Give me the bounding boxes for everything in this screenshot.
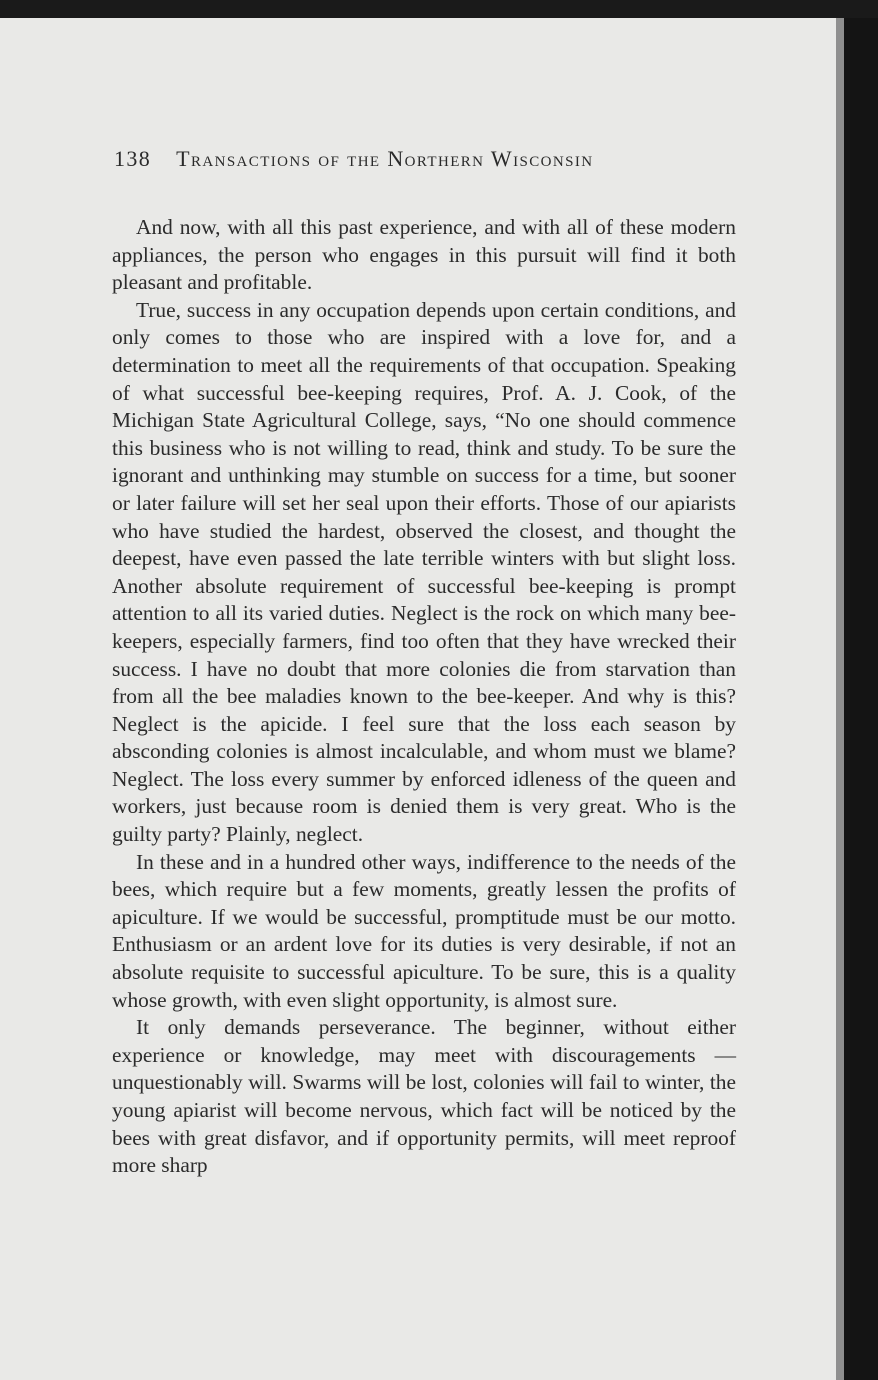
paragraph: It only demands perseverance. The beginner, without either experience or knowledge, may meet with discouragements — unquestionably will. Swarms will be lost, colonies will fail to winter, the young apiarist will become nervous, which fact will be noticed by the bees with great disfavor, and if opportunity permits, will meet reproof more sharp (112, 1015, 736, 1178)
running-header (114, 146, 736, 172)
running-title: Transactions of the Northern Wisconsin (176, 146, 594, 171)
paragraph: In these and in a hundred other ways, indifference to the needs of the bees, which require but a few moments, greatly lessen the profits of apiculture. If we would be successful, promptitude must be our motto. Enthusiasm or an ardent love for its duties is very desirable, if not an absolute requisite to successful apiculture. To be sure, this is a quality whose growth, with even slight opportunity, is almost sure. (112, 849, 736, 1012)
page-number: 138 (114, 146, 152, 171)
paragraph: True, success in any occupation depends upon certain conditions, and only comes to those who are inspired with a love for, and a determination to meet all the requirements of that occupation. Speaking of what successful bee-keeping requires, Prof. A. J. Cook, of the Michigan State Agricultural College, says, “No one should commence this business who is not willing to read, think and study. To be sure the ignorant and unthinking may stumble on success for a time, but sooner or later failure will set her seal upon their efforts. Those of our apiarists who have studied the hardest, observed the closest, and thought the deepest, have even passed the late terrible winters with but slight loss. Another absolute requirement of successful bee-keeping is prompt attention to all its varied duties. Neglect is the rock on which many bee-keepers, especially farmers, find too often that they have wrecked their success. I have no doubt that more colonies die from starvation than from all the bee maladies known to the bee-keeper. And why is this? Neglect is the apicide. I feel sure that the loss each season by absconding colonies is almost incalculable, and whom must we blame? Neglect. The loss every summer by enforced idleness of the queen and workers, just because room is denied them is very great. Who is the guilty party? Plainly, neglect. (112, 297, 736, 847)
body-text (112, 214, 736, 1180)
book-page (0, 18, 836, 1380)
paragraph: And now, with all this past experience, and with all of these modern appliances, the person who engages in this pursuit will find it both pleasant and profitable. (112, 215, 736, 295)
scan-border (844, 18, 878, 1380)
page-edge (836, 18, 844, 1380)
